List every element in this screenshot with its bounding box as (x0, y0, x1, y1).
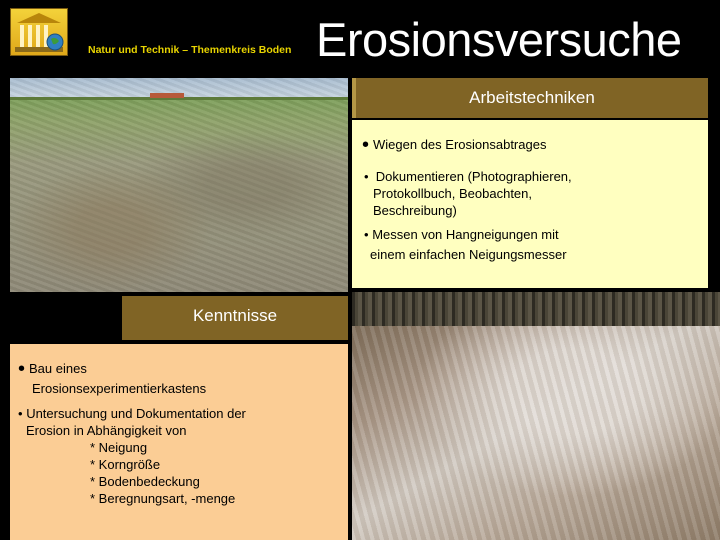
kenntnisse-title: Kenntnisse (192, 306, 278, 325)
bullet-icon: • (362, 134, 370, 156)
bullet-icon: • (18, 358, 26, 380)
list-item: • Messen von Hangneigungen mit (364, 227, 559, 242)
list-item-continuation: Erosion in Abhängigkeit von (26, 423, 187, 438)
list-subitem: * Bodenbedeckung (90, 474, 200, 489)
arbeitstechniken-panel (352, 120, 708, 288)
bullet-icon: • (364, 227, 369, 242)
temple-logo-icon (10, 8, 68, 56)
list-item-continuation: Erosionsexperimentierkastens (32, 381, 207, 396)
kenntnisse-panel (10, 344, 348, 540)
farm-building (150, 93, 184, 98)
list-item: • Untersuchung und Dokumentation der (18, 406, 246, 421)
bullet-icon: • (18, 406, 23, 421)
list-item: • Dokumentieren (Photographieren, (364, 169, 572, 184)
erosion-slope-photo (352, 292, 720, 540)
course-subtitle: Natur und Technik – Themenkreis Boden (88, 44, 292, 56)
bullet-icon: • (364, 169, 369, 184)
list-item-continuation: Protokollbuch, Beobachten, (373, 186, 532, 201)
list-subitem: * Korngröße (90, 457, 161, 472)
list-item-continuation: Beschreibung) (373, 203, 457, 218)
list-subitem: * Beregnungsart, -menge (90, 491, 236, 506)
arbeitstechniken-header (352, 78, 708, 118)
list-item: • Bau eines (18, 358, 87, 380)
list-subitem: * Neigung (90, 440, 148, 455)
arbeitstechniken-title: Arbeitstechniken (469, 88, 595, 107)
list-item: • Wiegen des Erosionsabtrages (362, 134, 547, 156)
tree-line (352, 292, 720, 326)
list-item-continuation: einem einfachen Neigungsmesser (370, 247, 567, 262)
field-photo (10, 78, 348, 292)
page-title: Erosionsversuche (316, 13, 682, 66)
kenntnisse-header (122, 296, 348, 340)
